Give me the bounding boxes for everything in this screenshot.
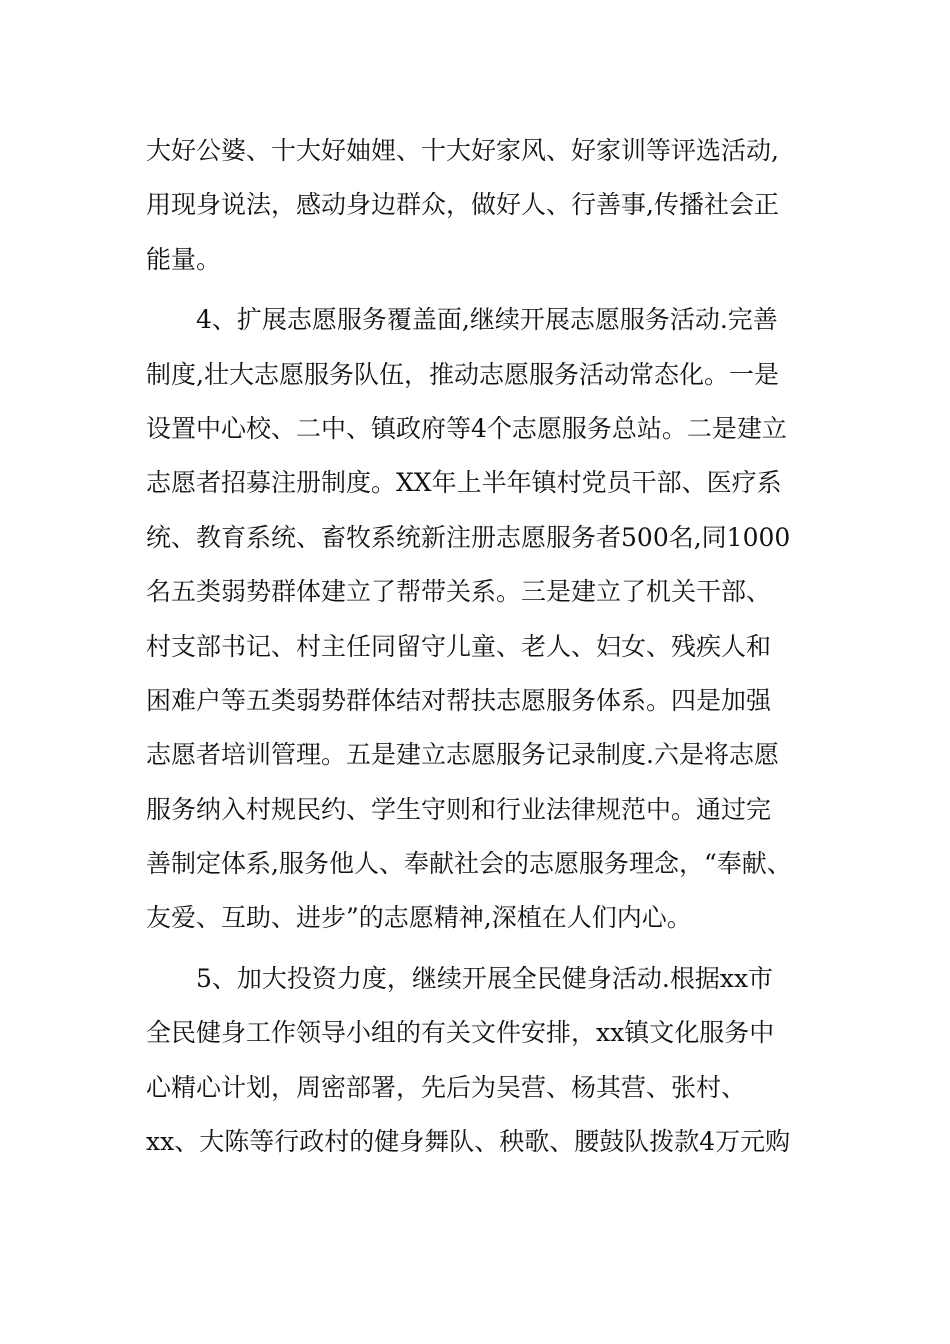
- text-line: 名五类弱势群体建立了帮带关系。三是建立了机关干部、: [146, 577, 772, 607]
- paragraph-5-heading-line: 5、加大投资力度，继续开展全民健身活动.根据xx市: [196, 963, 774, 993]
- text-line: 统、教育系统、畜牧系统新注册志愿服务者500名,同1000: [146, 522, 791, 552]
- text-line: 困难户等五类弱势群体结对帮扶志愿服务体系。四是加强: [146, 685, 772, 715]
- text-line: xx、大陈等行政村的健身舞队、秧歌、腰鼓队拨款4万元购: [146, 1127, 791, 1157]
- text-line: 大好公婆、十大好妯娌、十大好家风、好家训等评选活动,: [146, 136, 779, 165]
- text-line: 全民健身工作领导小组的有关文件安排，xx镇文化服务中: [146, 1018, 775, 1048]
- paragraph-4-heading-line: 4、扩展志愿服务覆盖面,继续开展志愿服务活动.完善: [196, 305, 778, 335]
- text-line: 善制定体系,服务他人、奉献社会的志愿服务理念，“奉献、: [146, 849, 792, 879]
- text-line: 志愿者招募注册制度。XX年上半年镇村党员干部、医疗系: [146, 468, 782, 498]
- text-line: 服务纳入村规民约、学生守则和行业法律规范中。通过完: [146, 794, 772, 824]
- text-line: 心精心计划，周密部署，先后为吴营、杨其营、张村、: [146, 1072, 747, 1102]
- text-line: 志愿者培训管理。五是建立志愿服务记录制度.六是将志愿: [146, 740, 779, 770]
- text-line: 用现身说法，感动身边群众，做好人、行善事,传播社会正: [146, 190, 779, 220]
- text-line: 村支部书记、村主任同留守儿童、老人、妇女、残疾人和: [146, 631, 772, 661]
- text-line: 设置中心校、二中、镇政府等4个志愿服务总站。二是建立: [146, 413, 787, 443]
- text-line: 制度,壮大志愿服务队伍，推动志愿服务活动常态化。一是: [146, 359, 779, 389]
- document-body: [146, 128, 836, 1173]
- text-line: 能量。: [146, 244, 222, 274]
- text-line: 友爱、互助、进步”的志愿精神,深植在人们内心。: [146, 903, 692, 933]
